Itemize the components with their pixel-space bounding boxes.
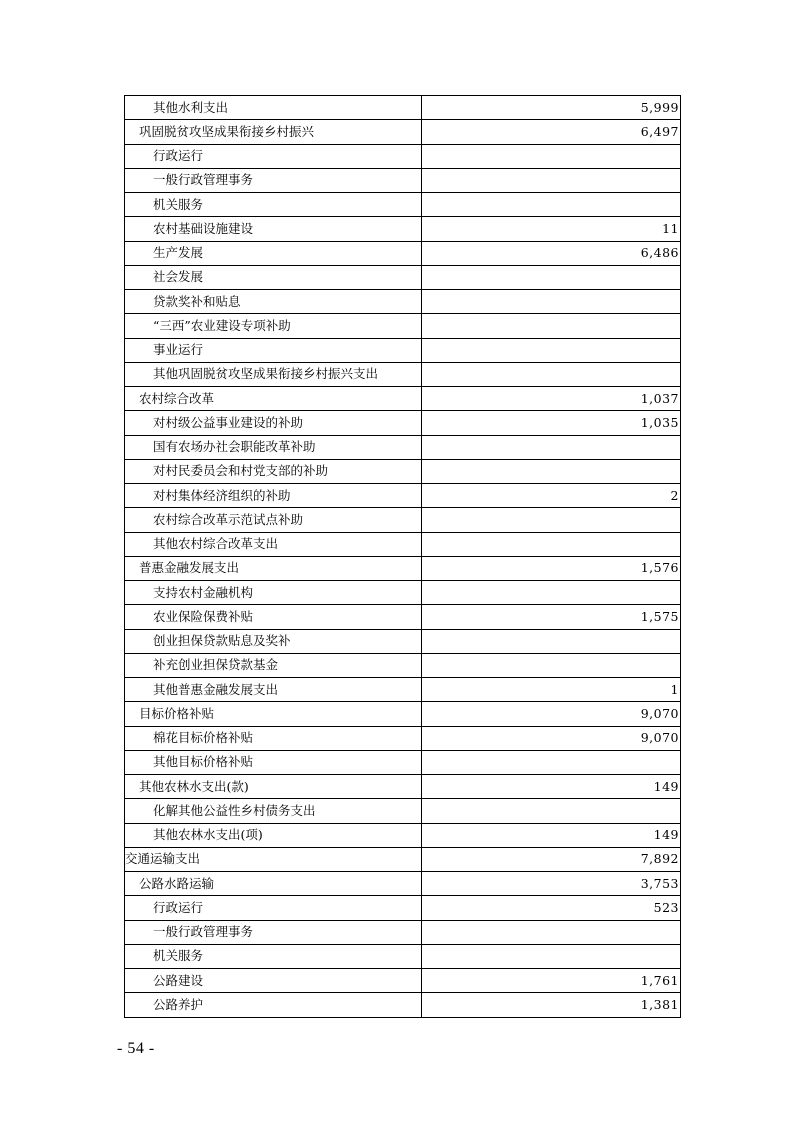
table-row [125, 799, 681, 823]
row-item-name: 机关服务 [125, 193, 422, 217]
row-item-name: 国有农场办社会职能改革补助 [125, 435, 422, 459]
row-amount [422, 629, 681, 653]
row-item-name: 补充创业担保贷款基金 [125, 653, 422, 677]
row-item-name: 创业担保贷款贴息及奖补 [125, 629, 422, 653]
row-item-name: 贷款奖补和贴息 [125, 290, 422, 314]
row-item-name: 对村民委员会和村党支部的补助 [125, 459, 422, 483]
table-row [125, 217, 681, 241]
row-amount: 1 [422, 678, 681, 702]
row-amount [422, 362, 681, 386]
table-row [125, 96, 681, 120]
page-number: - 54 - [117, 1040, 155, 1057]
table-row [125, 484, 681, 508]
table-row [125, 459, 681, 483]
row-amount: 2 [422, 484, 681, 508]
row-item-name: 棉花目标价格补贴 [125, 726, 422, 750]
row-item-name: 机关服务 [125, 944, 422, 968]
row-item-name: 一般行政管理事务 [125, 920, 422, 944]
table-row [125, 508, 681, 532]
row-amount [422, 193, 681, 217]
row-item-name: 对村集体经济组织的补助 [125, 484, 422, 508]
row-amount: 1,576 [422, 556, 681, 580]
row-amount [422, 265, 681, 289]
row-amount: 1,035 [422, 411, 681, 435]
row-amount [422, 459, 681, 483]
row-amount: 6,486 [422, 241, 681, 265]
row-amount [422, 581, 681, 605]
row-item-name: 公路养护 [125, 993, 422, 1017]
table-row [125, 944, 681, 968]
table-row [125, 823, 681, 847]
table-row [125, 969, 681, 993]
row-item-name: 其他巩固脱贫攻坚成果衔接乡村振兴支出 [125, 362, 422, 386]
row-item-name: 农村基础设施建设 [125, 217, 422, 241]
row-amount: 1,761 [422, 969, 681, 993]
row-item-name: “三西”农业建设专项补助 [125, 314, 422, 338]
row-item-name: 事业运行 [125, 338, 422, 362]
table-row [125, 872, 681, 896]
row-amount: 9,070 [422, 726, 681, 750]
table-row [125, 193, 681, 217]
table-row [125, 702, 681, 726]
row-item-name: 化解其他公益性乡村债务支出 [125, 799, 422, 823]
row-item-name: 公路建设 [125, 969, 422, 993]
table-row [125, 653, 681, 677]
table-row [125, 678, 681, 702]
row-amount: 5,999 [422, 96, 681, 120]
table-row [125, 362, 681, 386]
table-row [125, 920, 681, 944]
row-amount: 1,575 [422, 605, 681, 629]
row-amount [422, 799, 681, 823]
row-amount: 3,753 [422, 872, 681, 896]
row-amount: 11 [422, 217, 681, 241]
table-row [125, 993, 681, 1017]
table-row [125, 290, 681, 314]
row-amount: 1,037 [422, 387, 681, 411]
row-item-name: 农村综合改革示范试点补助 [125, 508, 422, 532]
row-item-name: 目标价格补贴 [125, 702, 422, 726]
table-row [125, 896, 681, 920]
table-row [125, 144, 681, 168]
row-item-name: 农村综合改革 [125, 387, 422, 411]
row-item-name: 对村级公益事业建设的补助 [125, 411, 422, 435]
row-item-name: 农业保险保费补贴 [125, 605, 422, 629]
row-item-name: 其他普惠金融发展支出 [125, 678, 422, 702]
table-row [125, 265, 681, 289]
row-item-name: 一般行政管理事务 [125, 168, 422, 192]
row-item-name: 其他水利支出 [125, 96, 422, 120]
row-item-name: 其他农林水支出(款) [125, 775, 422, 799]
row-amount: 6,497 [422, 120, 681, 144]
table-row [125, 629, 681, 653]
table-row [125, 120, 681, 144]
table-row [125, 387, 681, 411]
row-amount [422, 290, 681, 314]
table-row [125, 556, 681, 580]
row-item-name: 行政运行 [125, 896, 422, 920]
row-item-name: 生产发展 [125, 241, 422, 265]
table-row [125, 241, 681, 265]
row-item-name: 支持农村金融机构 [125, 581, 422, 605]
row-item-name: 普惠金融发展支出 [125, 556, 422, 580]
table-row [125, 726, 681, 750]
row-amount: 149 [422, 775, 681, 799]
table-row [125, 532, 681, 556]
row-amount [422, 338, 681, 362]
row-amount: 9,070 [422, 702, 681, 726]
row-item-name: 行政运行 [125, 144, 422, 168]
table-row [125, 314, 681, 338]
row-amount: 1,381 [422, 993, 681, 1017]
row-amount [422, 920, 681, 944]
table-row [125, 750, 681, 774]
row-amount: 149 [422, 823, 681, 847]
row-amount [422, 435, 681, 459]
row-item-name: 社会发展 [125, 265, 422, 289]
table-row [125, 338, 681, 362]
row-amount [422, 508, 681, 532]
row-amount: 523 [422, 896, 681, 920]
table-row [125, 775, 681, 799]
row-amount [422, 653, 681, 677]
row-amount [422, 144, 681, 168]
table-row [125, 581, 681, 605]
row-amount [422, 944, 681, 968]
row-item-name: 其他农村综合改革支出 [125, 532, 422, 556]
table-row [125, 605, 681, 629]
table-row [125, 168, 681, 192]
row-item-name: 交通运输支出 [125, 847, 422, 871]
row-amount: 7,892 [422, 847, 681, 871]
budget-table [124, 95, 681, 1018]
row-amount [422, 532, 681, 556]
row-item-name: 其他农林水支出(项) [125, 823, 422, 847]
row-item-name: 公路水路运输 [125, 872, 422, 896]
row-amount [422, 750, 681, 774]
row-item-name: 其他目标价格补贴 [125, 750, 422, 774]
row-item-name: 巩固脱贫攻坚成果衔接乡村振兴 [125, 120, 422, 144]
row-amount [422, 168, 681, 192]
table-row [125, 435, 681, 459]
table-row [125, 411, 681, 435]
table-row [125, 847, 681, 871]
budget-table-body [125, 96, 681, 1018]
row-amount [422, 314, 681, 338]
